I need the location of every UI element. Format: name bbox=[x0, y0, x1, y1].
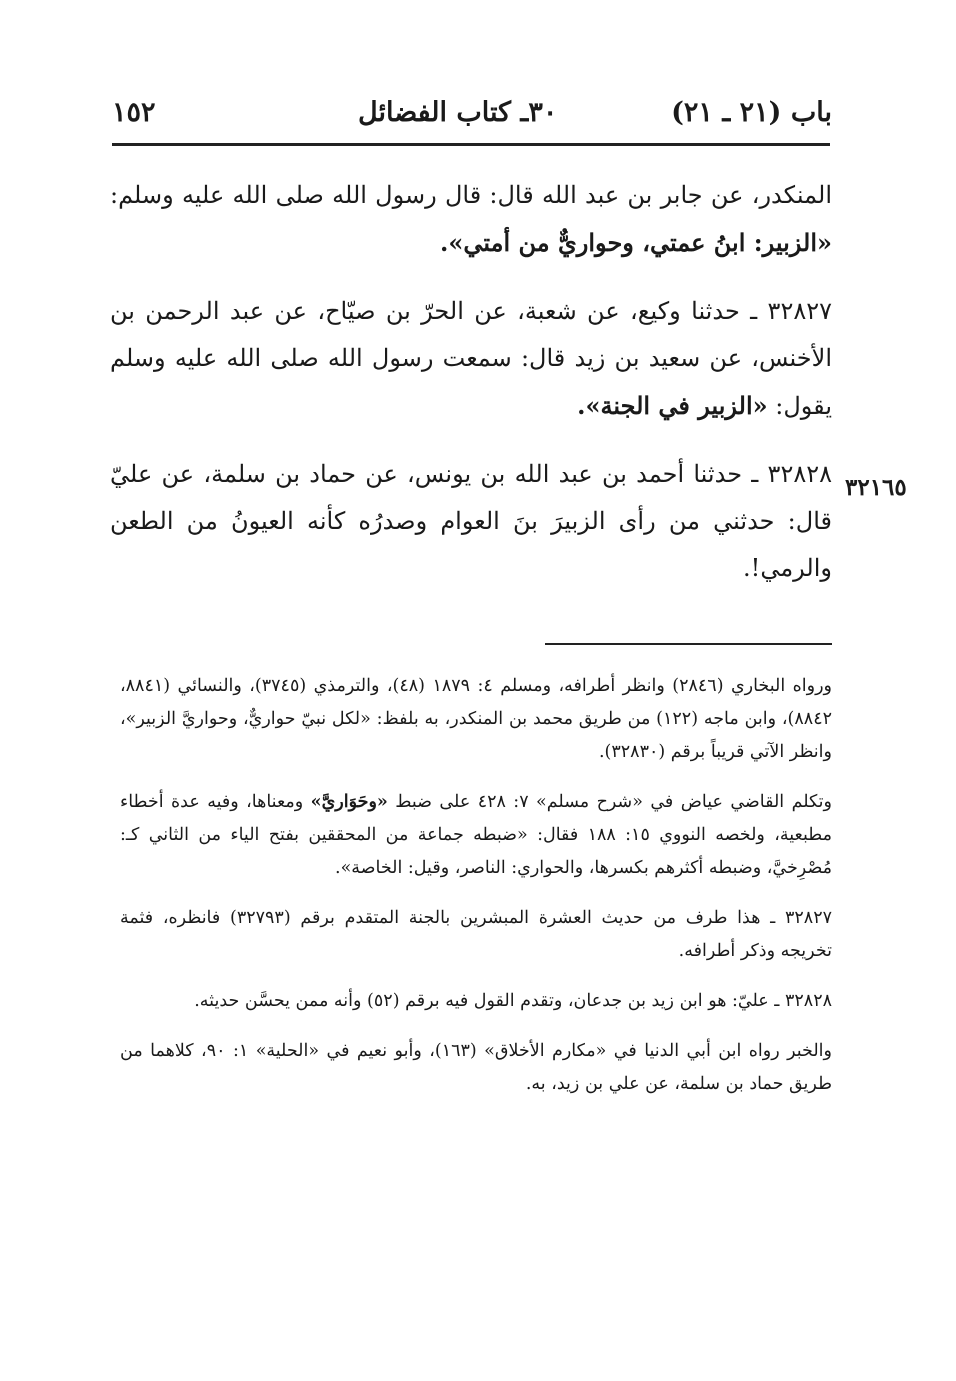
hadith-32828: ٣٢٨٢٨ ـ حدثنا أحمد بن عبد الله بن يونس، عن حماد بن سلمة، عن عليّ قال: حدثني من رأى الزبيرَ بنَ العوام وصدرُه كأنه العيونُ من الطعن والرمي!. bbox=[110, 460, 832, 582]
hadith-32827 bbox=[110, 288, 832, 430]
footnote-4: ٣٢٨٢٨ ـ عليّ: هو ابن زيد بن جدعان، وتقدم القول فيه برقم (٥٢) وأنه ممن يحسَّن حديثه. bbox=[194, 991, 832, 1011]
footnote-2 bbox=[120, 786, 832, 885]
book-title: ٣٠ـ كتاب الفضائل bbox=[358, 97, 558, 128]
paragraph-1-text: المنكدر، عن جابر بن عبد الله قال: قال رسول الله صلى الله عليه وسلم: bbox=[110, 181, 832, 209]
footnote-1: ورواه البخاري (٢٨٤٦) وانظر أطرافه، ومسلم ٤: ١٨٧٩ (٤٨)، والترمذي (٣٧٤٥)، والنسائي (٨٨٤١، ٨٨٤٢)، وابن ماجه (١٢٢) من طريق محمد بن المنكدر، به بلفظ: «لكل نبيّ حواريٌّ، وحواريَّ الزبير»، وانظر الآتي قريباً برقم (٣٢٨٣٠). bbox=[120, 676, 832, 762]
chapter-label: باب (٢١ ـ ٢١) bbox=[671, 97, 832, 128]
margin-number: ٣٢١٦٥ bbox=[845, 474, 907, 501]
header-rule bbox=[112, 143, 830, 146]
footnote-5: والخبر رواه ابن أبي الدنيا في «مكارم الأخلاق» (١٦٣)، وأبو نعيم في «الحلية» ١: ٩٠، كلاهما من طريق حماد بن سلمة، عن علي بن زيد، به. bbox=[120, 1041, 832, 1094]
hadith-32827-text: ٣٢٨٢٧ ـ حدثنا وكيع، عن شعبة، عن الحرّ بن صيّاح، عن عبد الرحمن بن الأخنس، عن سعيد بن زيد قال: سمعت رسول الله صلى الله عليه وسلم يقول: bbox=[110, 297, 832, 420]
footnote-2-text-b: ومعناها، وفيه عدة أخطاء مطبعية، ولخصه النووي ١٥: ١٨٨ فقال: «ضبطه جماعة من المحققين بفتح الياء من الثاني كـ: مُصْرِخيَّ، وضبطه أكثرهم بكسرها، والحواري: الناصر، وقيل: الخاصة». bbox=[120, 792, 832, 878]
footnote-2-text-a: وتكلم القاضي عياض في «شرح مسلم» ٧: ٤٢٨ على ضبط bbox=[387, 792, 833, 812]
footnote-separator bbox=[545, 643, 832, 645]
page-number: ١٥٢ bbox=[112, 97, 156, 128]
paragraph-1-quote: «الزبير: ابنُ عمتي، وحواريٌّ من أمتي». bbox=[440, 228, 832, 257]
hadith-32827-quote: «الزبير في الجنة». bbox=[577, 391, 768, 420]
footnote-3: ٣٢٨٢٧ ـ هذا طرف من حديث العشرة المبشرين بالجنة المتقدم برقم (٣٢٧٩٣) فانظره، فثمة تخريجه وذكر أطرافه. bbox=[120, 908, 832, 961]
main-text bbox=[110, 172, 832, 613]
page-header bbox=[112, 95, 832, 135]
paragraph-1 bbox=[110, 172, 832, 267]
footnote-2-bold: «وحَوَاريَّ» bbox=[310, 792, 388, 812]
footnotes bbox=[120, 670, 832, 1118]
